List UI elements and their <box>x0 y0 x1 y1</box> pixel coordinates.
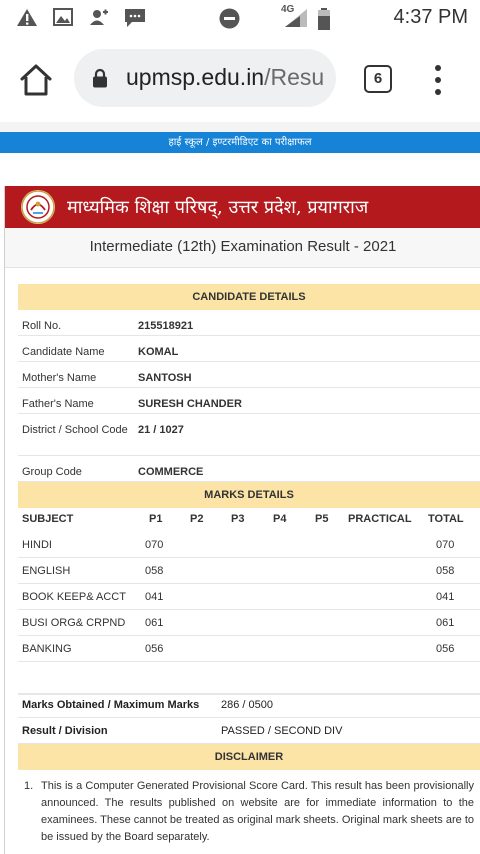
disclaimer-body: This is a Computer Generated Provisional Score Card. This result has been provisionally announced. The results published on website are for immediate information to the examinees. These cannot be treated as original mark sheets. Original mark sheets are to be issued by the Board separately. <box>41 780 474 843</box>
address-bar[interactable] <box>74 49 336 107</box>
detail-row-mother-name <box>18 362 480 388</box>
subject-cell: BANKING <box>22 643 72 655</box>
battery-icon <box>317 8 331 30</box>
total-cell: 058 <box>436 565 455 577</box>
status-bar <box>0 0 480 36</box>
lock-icon[interactable] <box>92 68 108 88</box>
cut-off-content <box>0 122 480 132</box>
total-cell: 061 <box>436 617 455 629</box>
total-cell: 070 <box>436 539 455 551</box>
detail-value: 21 / 1027 <box>138 424 184 436</box>
marks-table-header <box>18 506 480 532</box>
column-header: TOTAL <box>428 513 464 525</box>
column-header: PRACTICAL <box>348 513 412 525</box>
p1-cell: 056 <box>145 643 164 655</box>
table-row <box>18 532 480 558</box>
table-row <box>18 636 480 662</box>
p1-cell: 041 <box>145 591 164 603</box>
detail-row-group-code <box>18 456 480 482</box>
marks-obtained-value: 286 / 0500 <box>221 699 273 711</box>
detail-label: District / School Code <box>22 424 128 436</box>
message-icon <box>124 8 146 28</box>
tab-switcher-button[interactable]: 6 <box>364 65 392 93</box>
total-cell: 041 <box>436 591 455 603</box>
contact-icon <box>89 8 109 26</box>
detail-label: Mother's Name <box>22 372 97 384</box>
detail-value: SANTOSH <box>138 372 192 384</box>
home-icon[interactable] <box>18 62 54 98</box>
subject-cell: HINDI <box>22 539 52 551</box>
disclaimer-heading: DISCLAIMER <box>18 744 480 770</box>
signal-icon <box>284 8 308 28</box>
detail-value: 215518921 <box>138 320 194 332</box>
exam-title: Intermediate (12th) Examination Result - 2021 <box>5 228 480 268</box>
detail-row-roll-no <box>18 310 480 336</box>
web-page <box>0 122 480 854</box>
more-menu-icon[interactable] <box>428 63 448 97</box>
detail-label: Roll No. <box>22 320 62 332</box>
detail-value: KOMAL <box>138 346 179 358</box>
column-header: P5 <box>315 513 329 525</box>
column-header: P2 <box>190 513 204 525</box>
result-division-value: PASSED / SECOND DIV <box>221 725 343 737</box>
subject-cell: ENGLISH <box>22 565 71 577</box>
detail-label: Candidate Name <box>22 346 105 358</box>
table-row <box>18 558 480 584</box>
column-header: P1 <box>149 513 163 525</box>
browser-toolbar <box>0 36 480 122</box>
detail-row-district-school-code <box>18 414 480 456</box>
board-name: माध्यमिक शिक्षा परिषद्, उत्तर प्रदेश, प्रयागराज <box>67 197 369 218</box>
p1-cell: 061 <box>145 617 164 629</box>
column-header: SUBJECT <box>22 513 74 525</box>
candidate-details-heading: CANDIDATE DETAILS <box>18 284 480 310</box>
disclaimer-text <box>24 778 474 846</box>
disclaimer-number: 1. <box>24 780 34 792</box>
p1-cell: 058 <box>145 565 164 577</box>
board-banner <box>5 186 480 228</box>
marks-summary-row <box>18 692 480 718</box>
gallery-icon <box>53 8 73 26</box>
column-header: P4 <box>273 513 287 525</box>
network-type: 4G <box>281 4 295 15</box>
subject-cell: BOOK KEEP& ACCT <box>22 591 126 603</box>
result-division-label: Result / Division <box>22 725 108 737</box>
marks-obtained-label: Marks Obtained / Maximum Marks <box>22 699 200 711</box>
table-row <box>18 584 480 610</box>
do-not-disturb-icon <box>219 8 240 29</box>
detail-row-father-name <box>18 388 480 414</box>
subject-cell: BUSI ORG& CRPND <box>22 617 126 629</box>
table-row-empty <box>18 662 480 694</box>
url-domain: upmsp.edu.in <box>126 64 265 90</box>
url-text[interactable] <box>126 64 324 91</box>
table-row <box>18 610 480 636</box>
detail-row-candidate-name <box>18 336 480 362</box>
result-link-bar[interactable]: हाई स्कूल / इण्टरमीडिएट का परीक्षाफल <box>0 132 480 153</box>
warning-icon <box>16 8 38 27</box>
detail-label: Group Code <box>22 466 82 478</box>
total-cell: 056 <box>436 643 455 655</box>
up-emblem-icon <box>21 190 55 224</box>
clock: 4:37 PM <box>393 6 468 28</box>
detail-value: SURESH CHANDER <box>138 398 242 410</box>
detail-value: COMMERCE <box>138 466 204 478</box>
column-header: P3 <box>231 513 245 525</box>
url-path: /Resu <box>264 64 325 90</box>
p1-cell: 070 <box>145 539 164 551</box>
detail-label: Father's Name <box>22 398 94 410</box>
result-division-row <box>18 718 480 744</box>
marks-details-heading: MARKS DETAILS <box>18 482 480 508</box>
